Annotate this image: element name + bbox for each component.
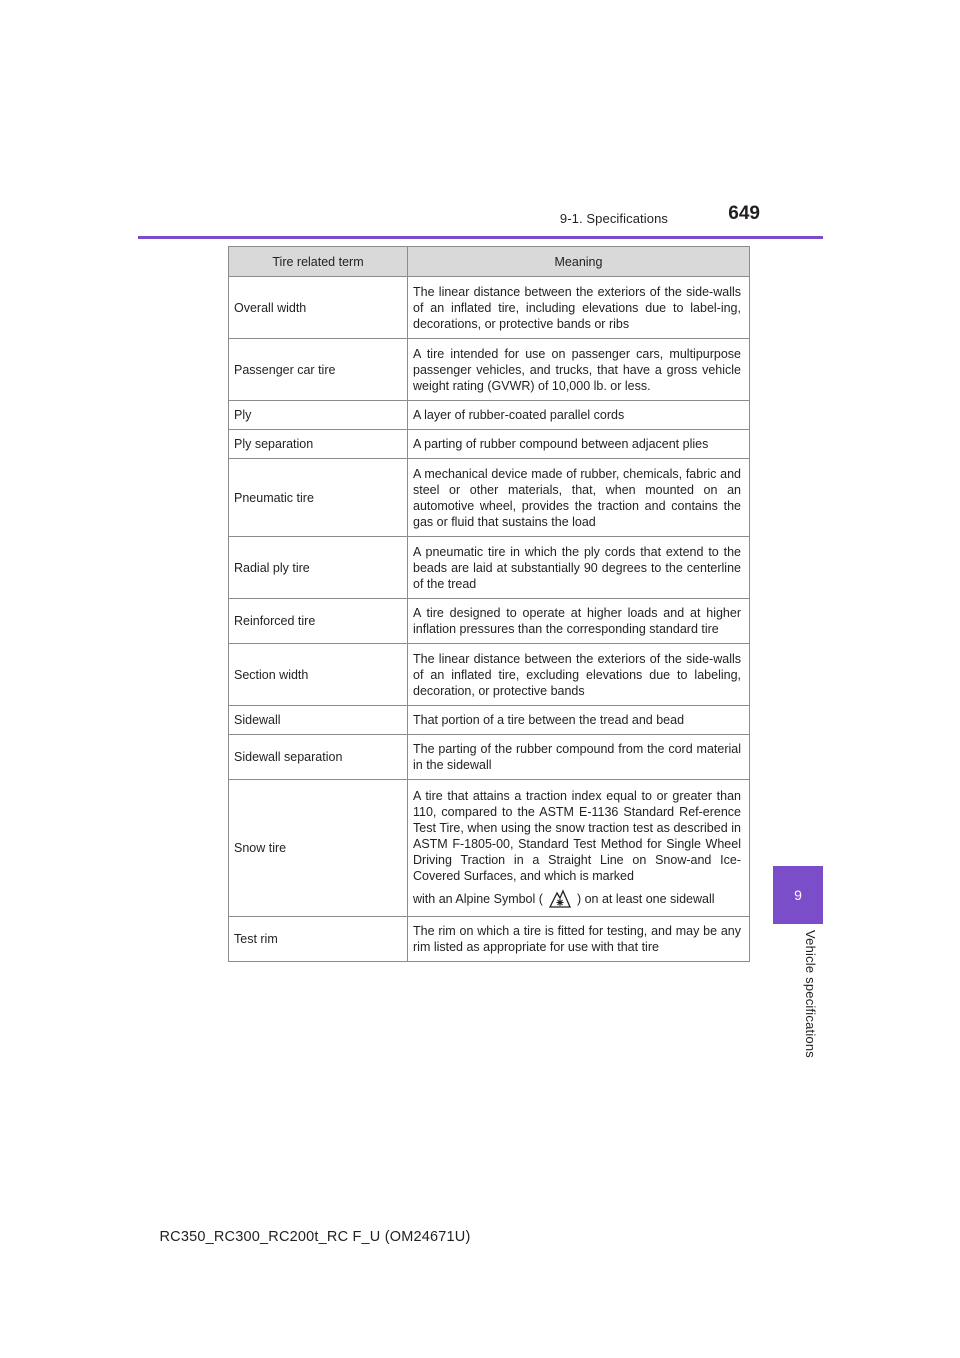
term-cell: Ply separation — [229, 430, 408, 459]
table-row — [229, 780, 750, 917]
tire-terms-table — [228, 246, 750, 962]
alpine-symbol-icon — [549, 888, 571, 908]
table-row — [229, 599, 750, 644]
page-number: 649 — [728, 203, 760, 224]
table-row — [229, 430, 750, 459]
term-cell: Radial ply tire — [229, 537, 408, 599]
meaning-cell — [408, 780, 750, 917]
meaning-cell: A pneumatic tire in which the ply cords that extend to the beads are laid at substantially 90 degrees to the centerline of the tread — [408, 537, 750, 599]
term-cell: Sidewall separation — [229, 735, 408, 780]
meaning-tail-before: with an Alpine Symbol ( — [413, 892, 543, 906]
meaning-cell: The parting of the rubber compound from the cord material in the sidewall — [408, 735, 750, 780]
table-row — [229, 706, 750, 735]
term-cell: Passenger car tire — [229, 339, 408, 401]
table-row — [229, 459, 750, 537]
term-cell: Snow tire — [229, 780, 408, 917]
table-row — [229, 644, 750, 706]
term-cell: Section width — [229, 644, 408, 706]
model-code: RC350_RC300_RC200t_RC F_U (OM24671U) — [159, 1229, 471, 1245]
table-header-row — [229, 247, 750, 277]
table-row — [229, 401, 750, 430]
term-cell: Ply — [229, 401, 408, 430]
term-cell: Reinforced tire — [229, 599, 408, 644]
chapter-label: Vehicle specifications — [803, 930, 818, 1058]
meaning-cell: A tire designed to operate at higher loads and at higher inflation pressures than the corresponding standard tire — [408, 599, 750, 644]
term-cell: Overall width — [229, 277, 408, 339]
meaning-cell: That portion of a tire between the tread and bead — [408, 706, 750, 735]
table-row — [229, 735, 750, 780]
term-cell: Sidewall — [229, 706, 408, 735]
meaning-cell: The rim on which a tire is fitted for testing, and may be any rim listed as appropriate for use with that tire — [408, 917, 750, 962]
term-cell: Pneumatic tire — [229, 459, 408, 537]
column-header-term: Tire related term — [229, 247, 408, 277]
term-cell: Test rim — [229, 917, 408, 962]
meaning-cell: The linear distance between the exteriors of the side-walls of an inflated tire, excluding elevations due to labeling, decoration, or protective bands — [408, 644, 750, 706]
column-header-meaning: Meaning — [408, 247, 750, 277]
page-footer — [0, 1229, 960, 1245]
meaning-tail — [413, 888, 741, 908]
page-header — [138, 200, 823, 239]
meaning-cell: A parting of rubber compound between adjacent plies — [408, 430, 750, 459]
meaning-cell: The linear distance between the exteriors of the side-walls of an inflated tire, including elevations due to label-ing, decorations, or protective bands or ribs — [408, 277, 750, 339]
meaning-cell: A tire intended for use on passenger cars, multipurpose passenger vehicles, and trucks, that have a gross vehicle weight rating (GVWR) of 10,000 lb. or less. — [408, 339, 750, 401]
meaning-tail-after: ) on at least one sidewall — [576, 892, 715, 906]
meaning-cell: A mechanical device made of rubber, chemicals, fabric and steel or other materials, that, when mounted on an automotive wheel, provides the traction and contains the gas or fluid that sustains the load — [408, 459, 750, 537]
table-row — [229, 339, 750, 401]
table-row — [229, 917, 750, 962]
table-row — [229, 537, 750, 599]
meaning-text: A tire that attains a traction index equal to or greater than 110, compared to the ASTM E-1136 Standard Ref-erence Test Tire, when using the snow traction test as described in ASTM F-1805-00, Standard Test Method for Single Wheel Driving Traction in a Straight Line on Snow-and Ice-Covered Surfaces, and which is marked — [413, 789, 741, 883]
section-title: 9-1. Specifications — [559, 211, 668, 226]
table-row — [229, 277, 750, 339]
chapter-tab — [773, 866, 823, 924]
chapter-number: 9 — [794, 887, 802, 903]
meaning-cell: A layer of rubber-coated parallel cords — [408, 401, 750, 430]
